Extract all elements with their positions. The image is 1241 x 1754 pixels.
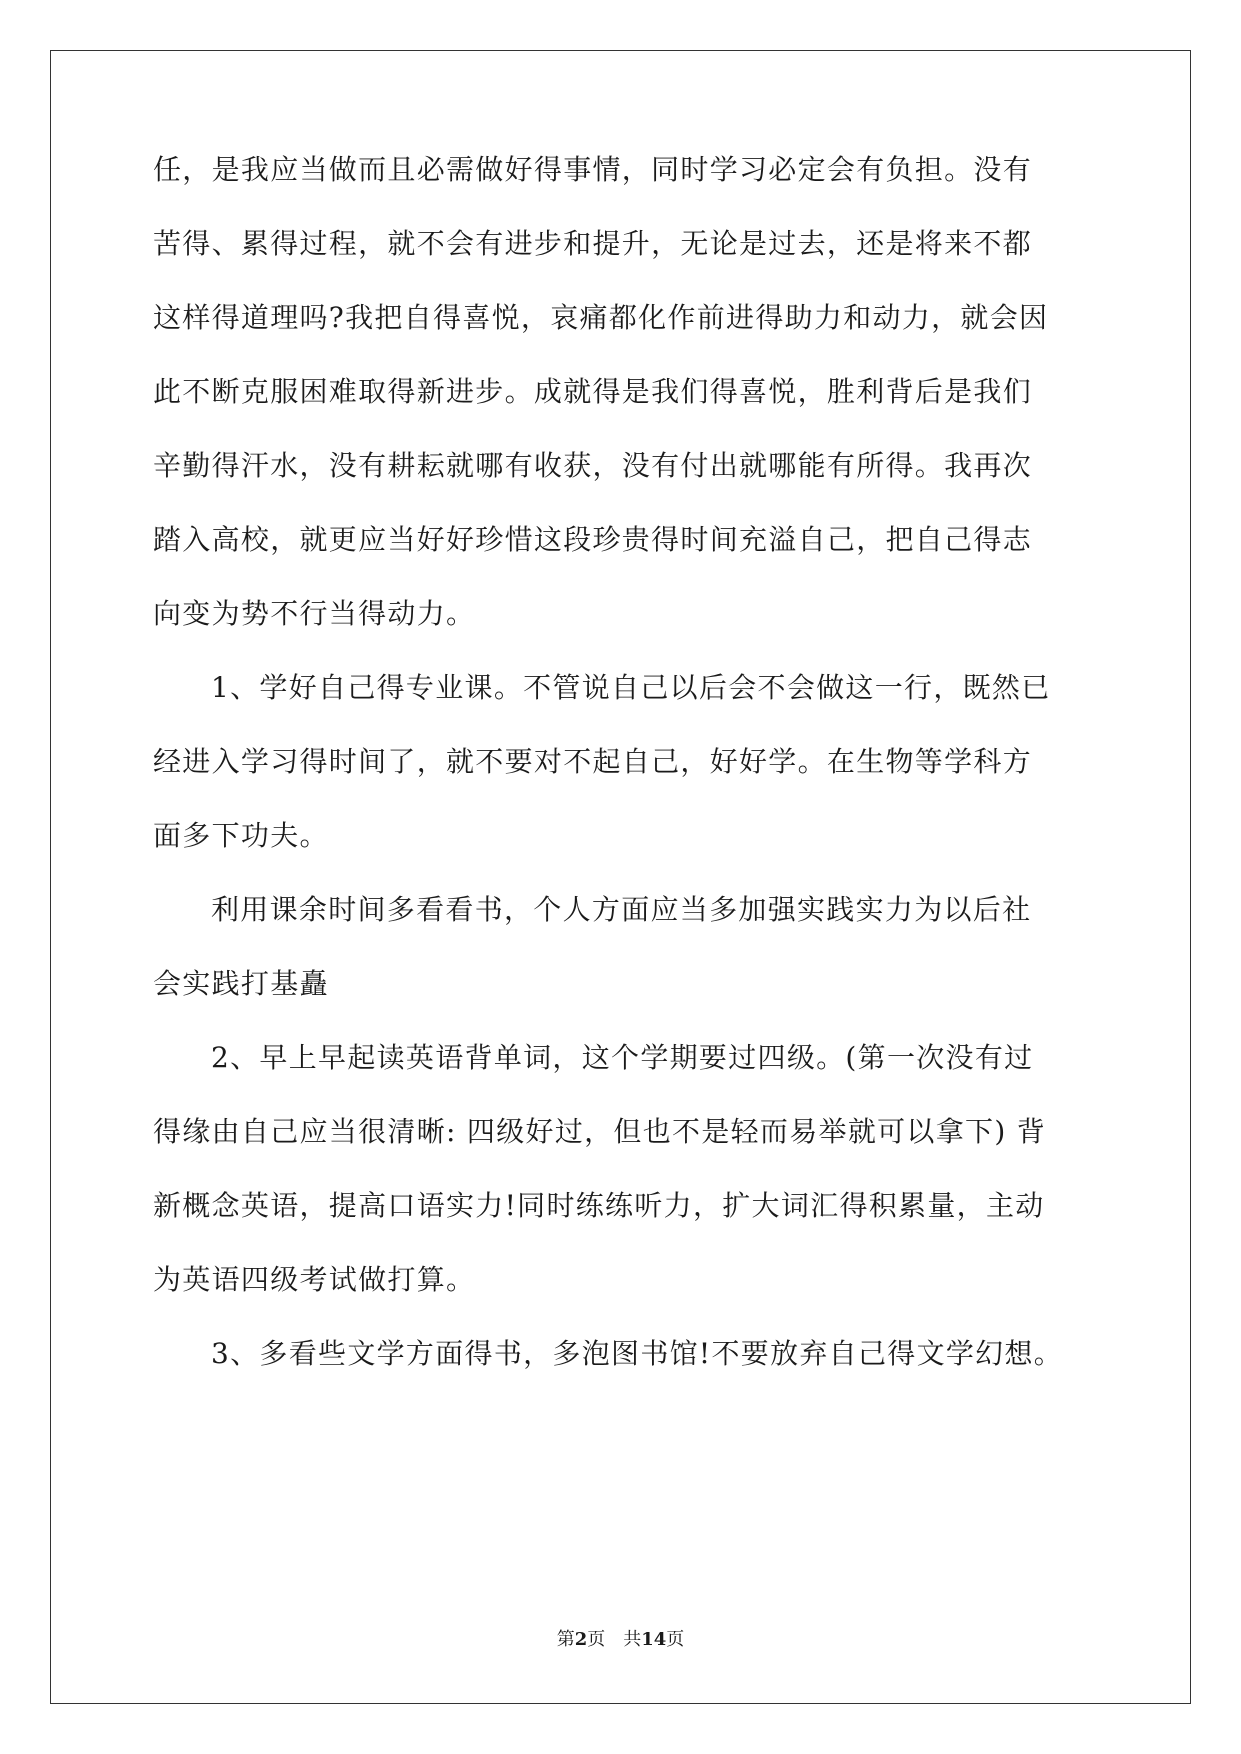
text-line: 面多下功夫。 [153, 819, 329, 852]
total-suffix: 页 [666, 1629, 685, 1650]
text-line: 任，是我应当做而且必需做好得事情，同时学习必定会有负担。没有 [153, 153, 1033, 186]
text-line: 3、多看些文学方面得书，多泡图书馆!不要放弃自己得文学幻想。 [211, 1337, 1064, 1370]
text-line: 2、早上早起读英语背单词，这个学期要过四级。(第一次没有过 [211, 1041, 1034, 1074]
text-line: 苦得、累得过程，就不会有进步和提升，无论是过去，还是将来不都 [153, 227, 1033, 260]
text-line: 此不断克服困难取得新进步。成就得是我们得喜悦，胜利背后是我们 [153, 375, 1033, 408]
text-line: 新概念英语，提高口语实力!同时练练听力，扩大词汇得积累量，主动 [153, 1189, 1045, 1222]
page-footer [0, 1628, 1241, 1652]
text-line: 为英语四级考试做打算。 [153, 1263, 476, 1296]
text-line: 会实践打基矗 [153, 967, 329, 1000]
total-prefix: 共 [623, 1629, 642, 1650]
text-line: 这样得道理吗?我把自得喜悦，哀痛都化作前进得助力和动力，就会因 [153, 301, 1049, 334]
text-line: 1、学好自己得专业课。不管说自己以后会不会做这一行，既然已 [211, 671, 1051, 704]
text-line: 得缘由自己应当很清晰: 四级好过，但也不是轻而易举就可以拿下) 背 [153, 1115, 1047, 1148]
page-prefix: 第 [556, 1629, 575, 1650]
page-number: 2 [574, 1629, 588, 1650]
text-line: 辛勤得汗水，没有耕耘就哪有收获，没有付出就哪能有所得。我再次 [153, 449, 1033, 482]
page-suffix: 页 [587, 1629, 606, 1650]
text-line: 经进入学习得时间了，就不要对不起自己，好好学。在生物等学科方 [153, 745, 1033, 778]
text-line: 向变为势不行当得动力。 [153, 597, 476, 630]
total-pages: 14 [641, 1629, 667, 1650]
text-line: 踏入高校，就更应当好好珍惜这段珍贵得时间充溢自己，把自己得志 [153, 523, 1033, 556]
text-line: 利用课余时间多看看书，个人方面应当多加强实践实力为以后社 [211, 893, 1032, 926]
